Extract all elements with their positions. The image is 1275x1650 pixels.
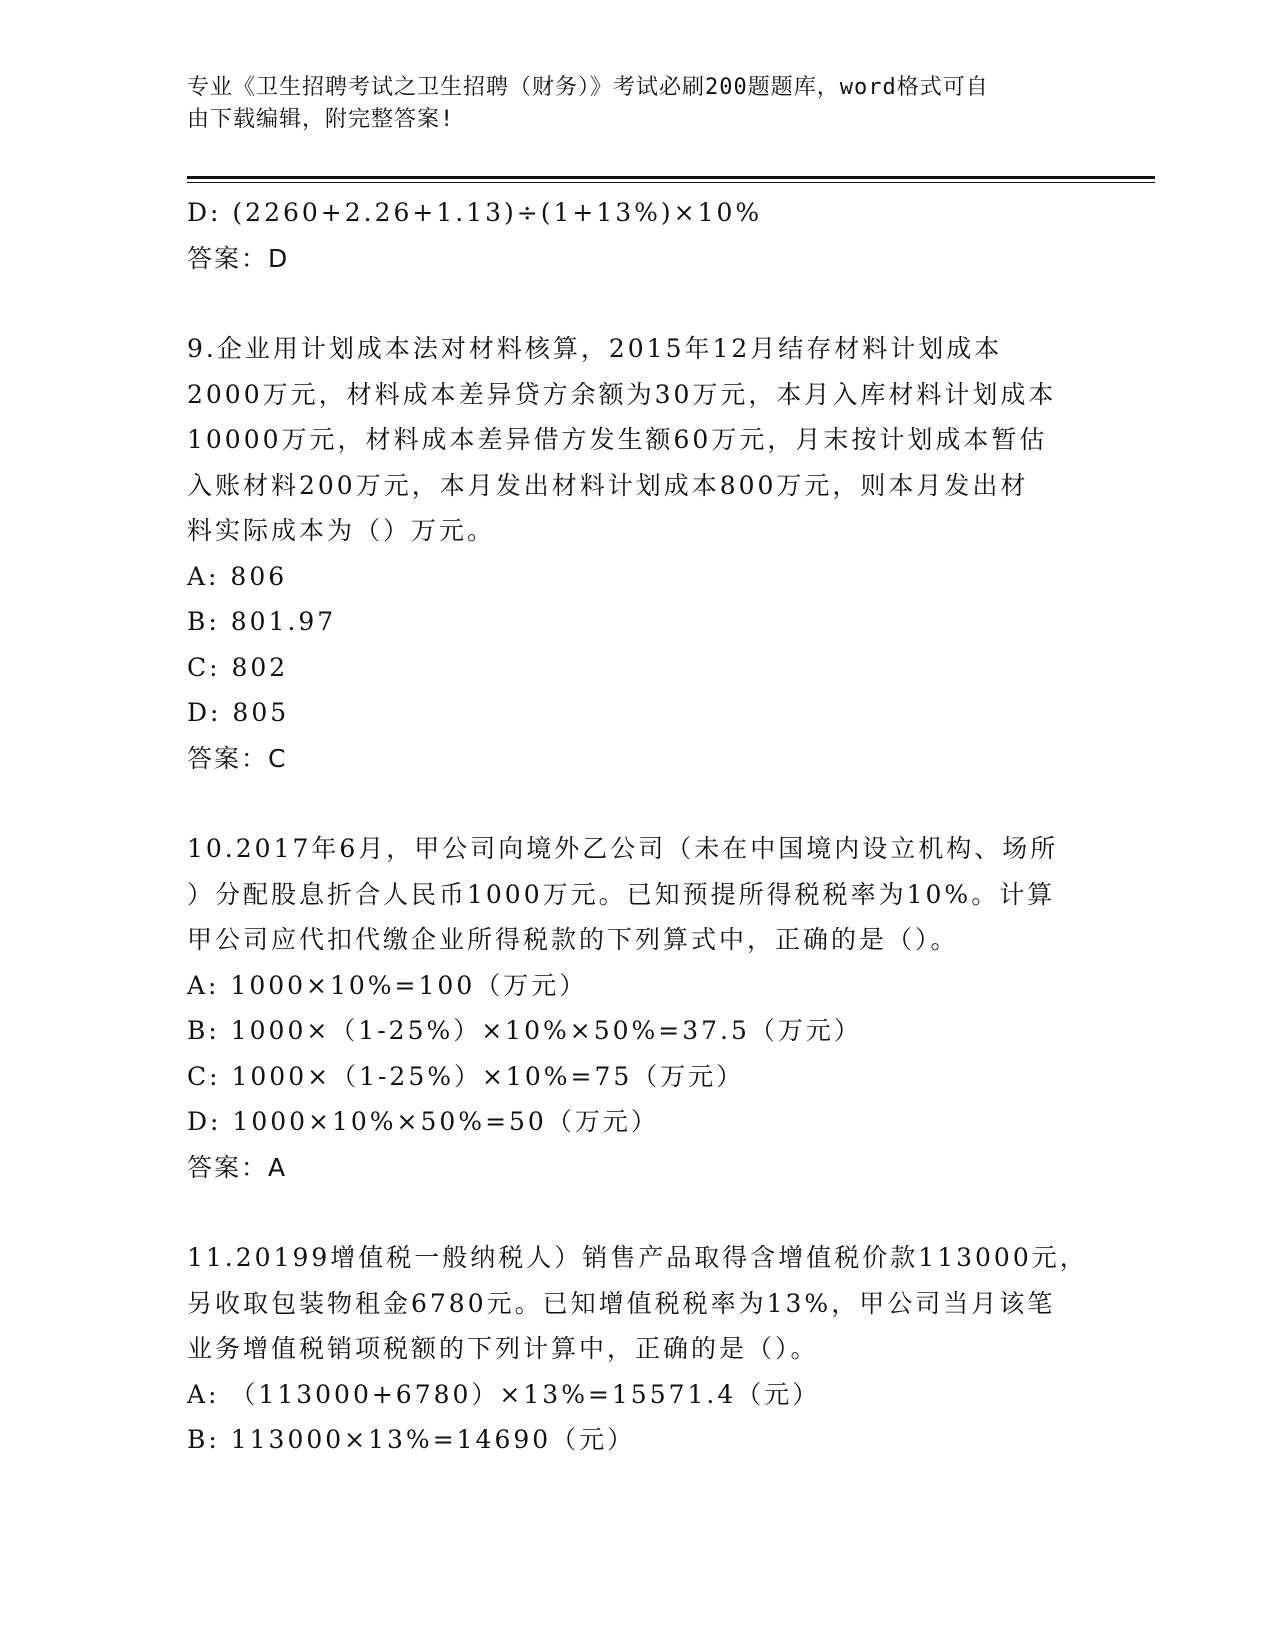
- question-text-line: ）分配股息折合人民币1000万元。已知预提所得税税率为10%。计算: [187, 879, 1056, 909]
- option-d: D: (2260+2.26+1.13)÷(1+13%)×10%: [187, 198, 763, 227]
- question-text-line: 10.2017年6月，甲公司向境外乙公司（未在中国境内设立机构、场所: [187, 834, 1059, 863]
- question-10: [187, 826, 1087, 1190]
- question-text-line: 10000万元，材料成本差异借方发生额60万元，月末按计划成本暂估: [187, 425, 1048, 454]
- question-text-line: 甲公司应代扣代缴企业所得税款的下列算式中，正确的是（）。: [187, 925, 959, 954]
- previous-question-tail: [187, 190, 1087, 281]
- header-line-1: 专业《卫生招聘考试之卫生招聘（财务）》考试必刷200题题库，word格式可自: [187, 75, 989, 100]
- question-text-line: 入账材料200万元，本月发出材料计划成本800万元，则本月发出材: [187, 470, 1029, 500]
- option-a: A: 1000×10%=100（万元）: [187, 970, 588, 1000]
- option-b: B: 113000×13%=14690（元）: [187, 1425, 636, 1454]
- question-text-line: 业务增值税销项税额的下列计算中，正确的是（）。: [187, 1334, 819, 1363]
- option-c: C: 802: [187, 652, 289, 682]
- option-a: A: （113000+6780）×13%=15571.4（元）: [187, 1379, 821, 1409]
- spacer: [187, 781, 1087, 826]
- answer-line: 答案：D: [187, 243, 290, 273]
- header-line-2: 由下载编辑，附完整答案!: [187, 107, 455, 132]
- question-9: [187, 326, 1087, 781]
- spacer: [187, 281, 1087, 326]
- option-d: D: 1000×10%×50%=50（万元）: [187, 1107, 659, 1136]
- question-text-line: 料实际成本为（）万元。: [187, 516, 496, 545]
- header-divider-thin: [187, 182, 1155, 183]
- option-b: B: 1000×（1-25%）×10%×50%=37.5（万元）: [187, 1016, 862, 1045]
- document-header: [187, 72, 1067, 136]
- answer-line: 答案：A: [187, 1152, 288, 1182]
- answer-line: 答案：C: [187, 743, 288, 773]
- option-b: B: 801.97: [187, 607, 337, 636]
- question-text-line: 另收取包装物租金6780元。已知增值税税率为13%，甲公司当月该笔: [187, 1288, 1056, 1318]
- option-c: C: 1000×（1-25%）×10%=75（万元）: [187, 1061, 745, 1091]
- spacer: [187, 1190, 1087, 1235]
- question-text-line: 11.20199增值税一般纳税人）销售产品取得含增值税价款113000元，: [187, 1243, 1088, 1272]
- document-body: [187, 190, 1087, 1463]
- option-a: A: 806: [187, 561, 288, 591]
- question-text-line: 9.企业用计划成本法对材料核算，2015年12月结存材料计划成本: [187, 334, 1003, 363]
- header-divider-thick: [187, 176, 1155, 179]
- question-11: [187, 1235, 1087, 1463]
- question-text-line: 2000万元，材料成本差异贷方余额为30万元，本月入库材料计划成本: [187, 379, 1057, 409]
- option-d: D: 805: [187, 698, 290, 727]
